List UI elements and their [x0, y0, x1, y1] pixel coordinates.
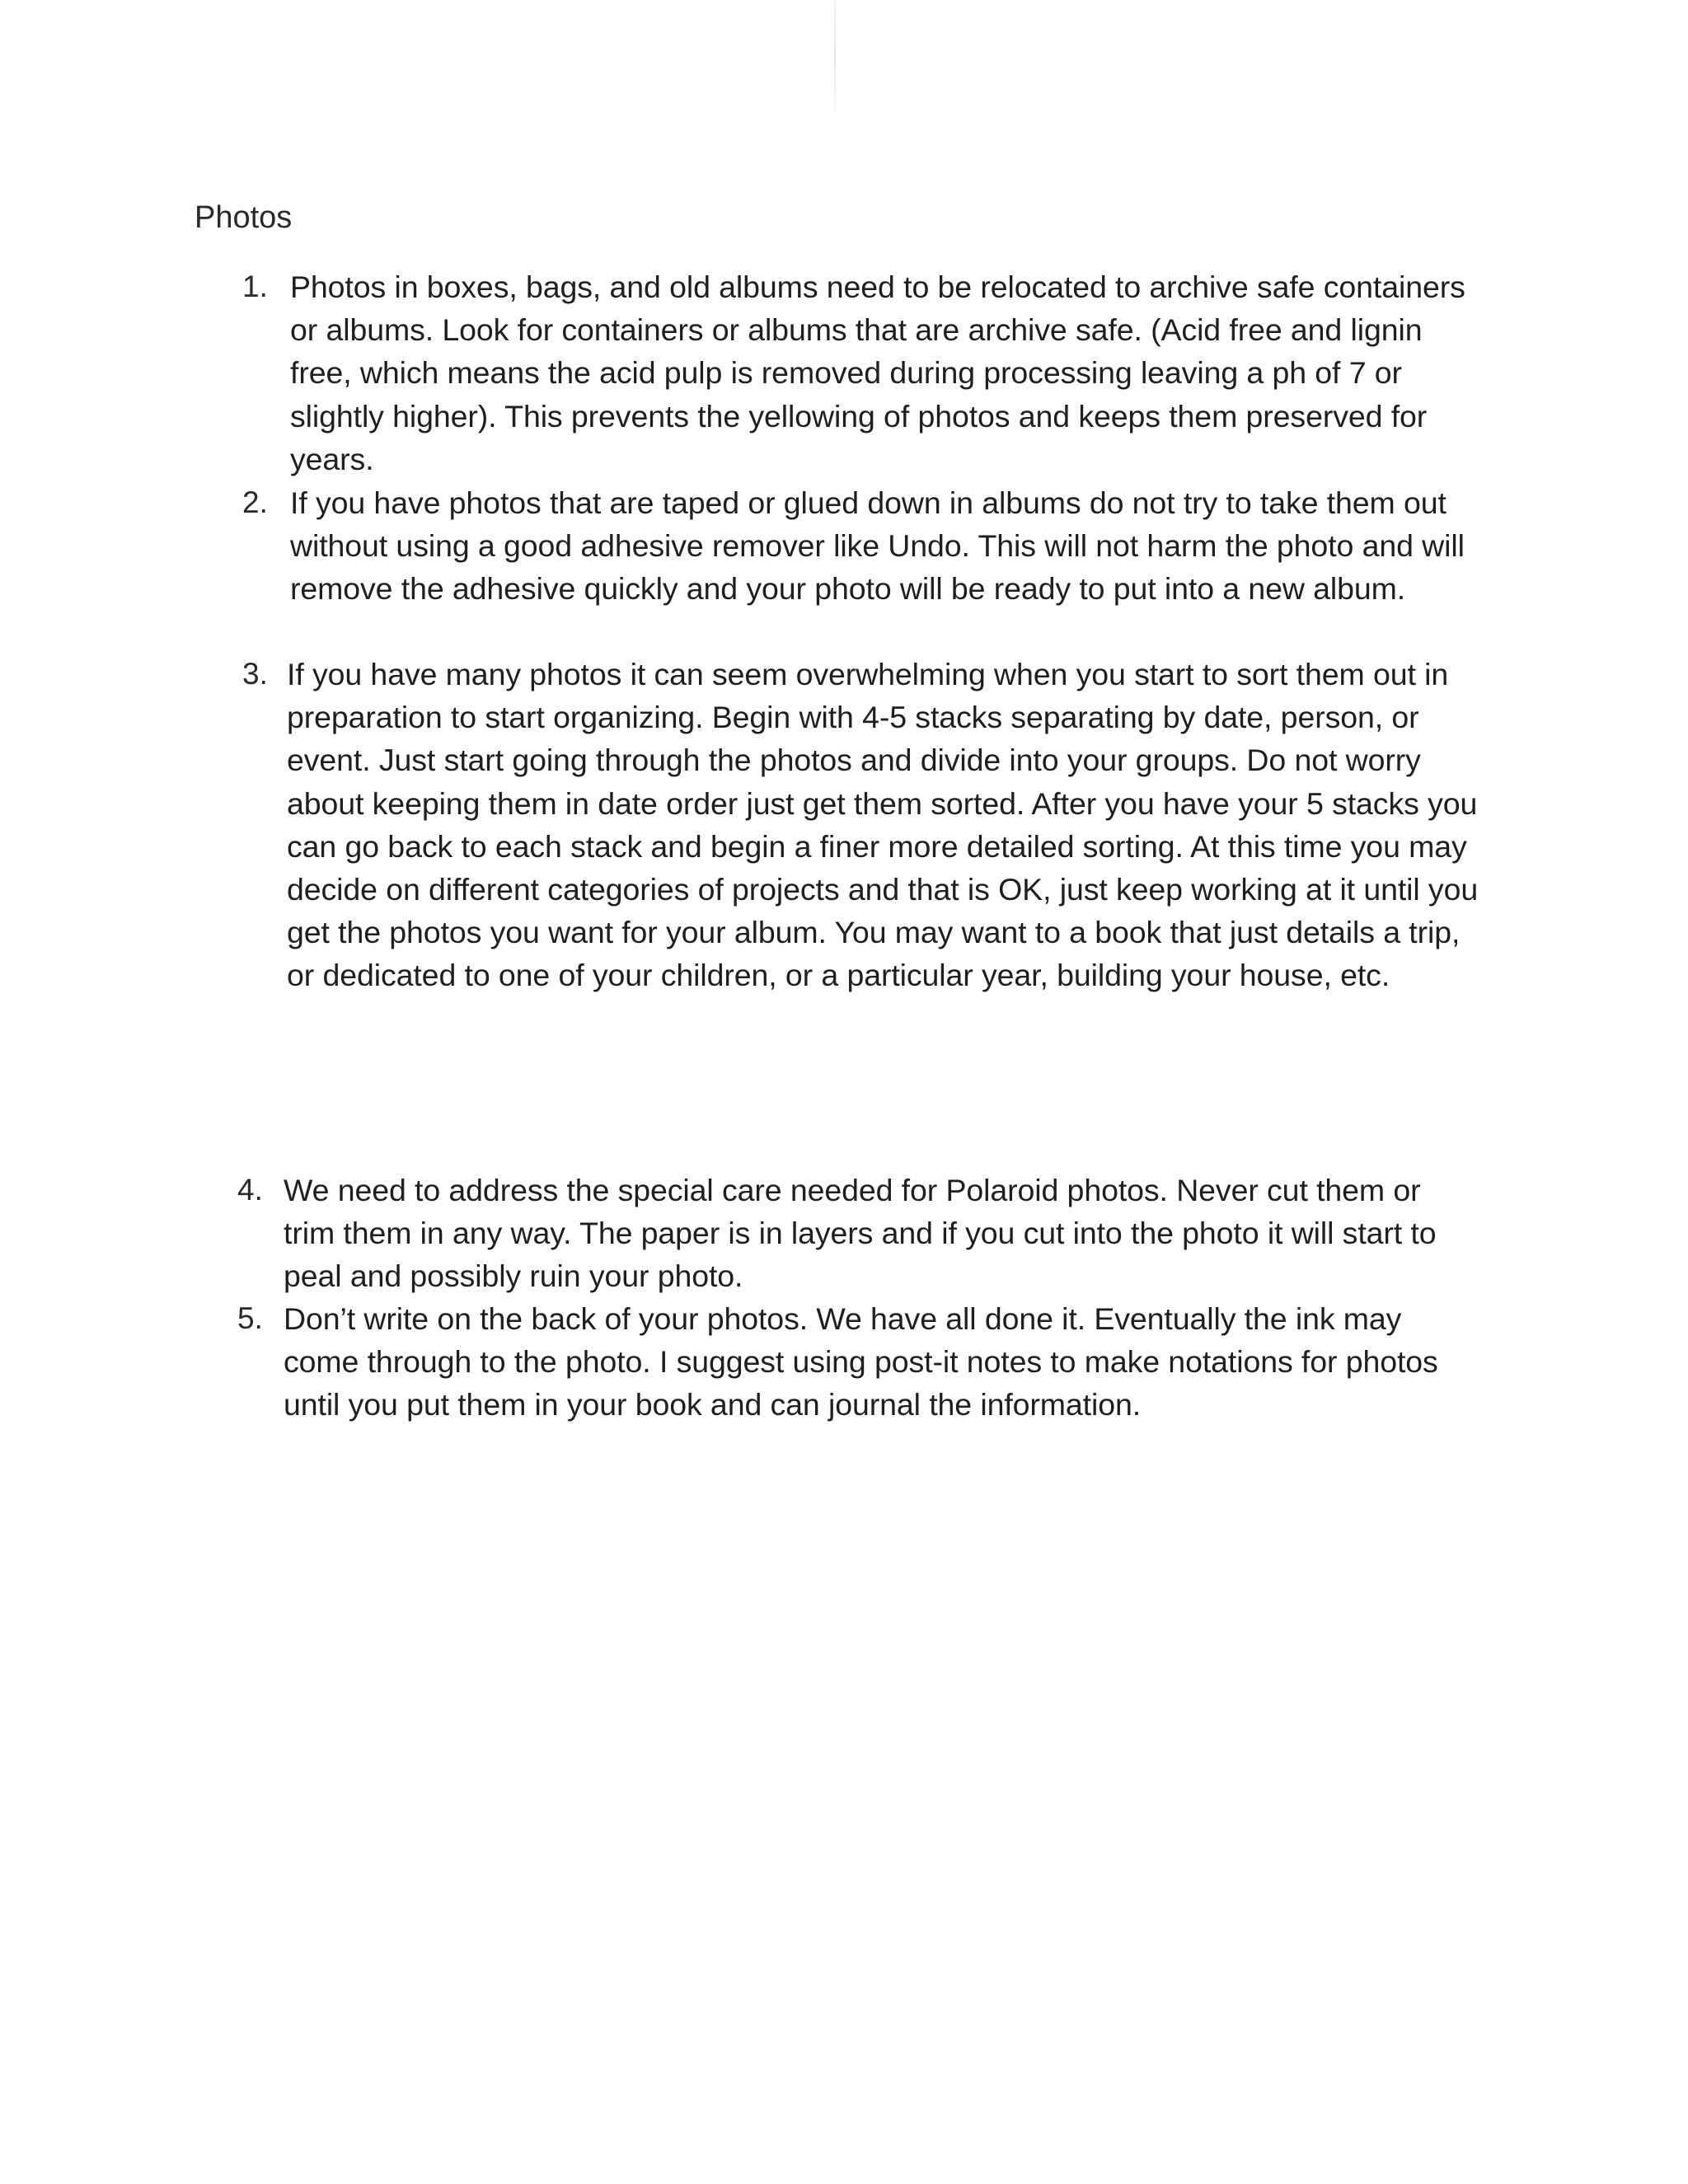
list-item-number: 2.: [242, 485, 268, 519]
page-title: Photos: [195, 200, 293, 235]
list-item-number: 4.: [237, 1173, 263, 1207]
list-item-text: We need to address the special care needed for Polaroid photos. Never cut them or trim them in any way. The paper is in layers and if you cut into the photo it will start to peal and possibly ruin your photo.: [284, 1173, 1437, 1294]
list-item-number: 5.: [237, 1301, 263, 1335]
list-item-text: Don’t write on the back of your photos. We have all done it. Eventually the ink may come through to the photo. I suggest using post-it notes to make notations for photos until you put them in your book and can journal the information.: [284, 1301, 1438, 1422]
list-item-text: Photos in boxes, bags, and old albums need to be relocated to archive safe containers or albums. Look for containers or albums that are archive safe. (Acid free and lignin free, which means the acid pulp is removed during processing leaving a ph of 7 or slightly higher). This prevents the yellowing of photos and keeps them preserved for years.: [290, 269, 1465, 476]
list-item-text: If you have photos that are taped or glued down in albums do not try to take them out without using a good adhesive remover like Undo. This will not harm the photo and will remove the adhesive quickly and your photo will be ready to put into a new album.: [290, 485, 1465, 607]
scan-artifact-line: [834, 0, 836, 111]
list-item-number: 3.: [242, 657, 268, 691]
list-item-number: 1.: [242, 269, 268, 303]
list-item-text: If you have many photos it can seem overwhelming when you start to sort them out in preparation to start organizing. Begin with 4-5 stacks separating by date, person, or event. Just start going through the photos and divide into your groups. Do not worry about keeping them in date order just get them sorted. After you have your 5 stacks you can go back to each stack and begin a finer more detailed sorting. At this time you may decide on different categories of projects and that is OK, just keep working at it until you get the photos you want for your album. You may want to a book that just details a trip, or dedicated to one of your children, or a particular year, building your house, etc.: [287, 657, 1479, 993]
